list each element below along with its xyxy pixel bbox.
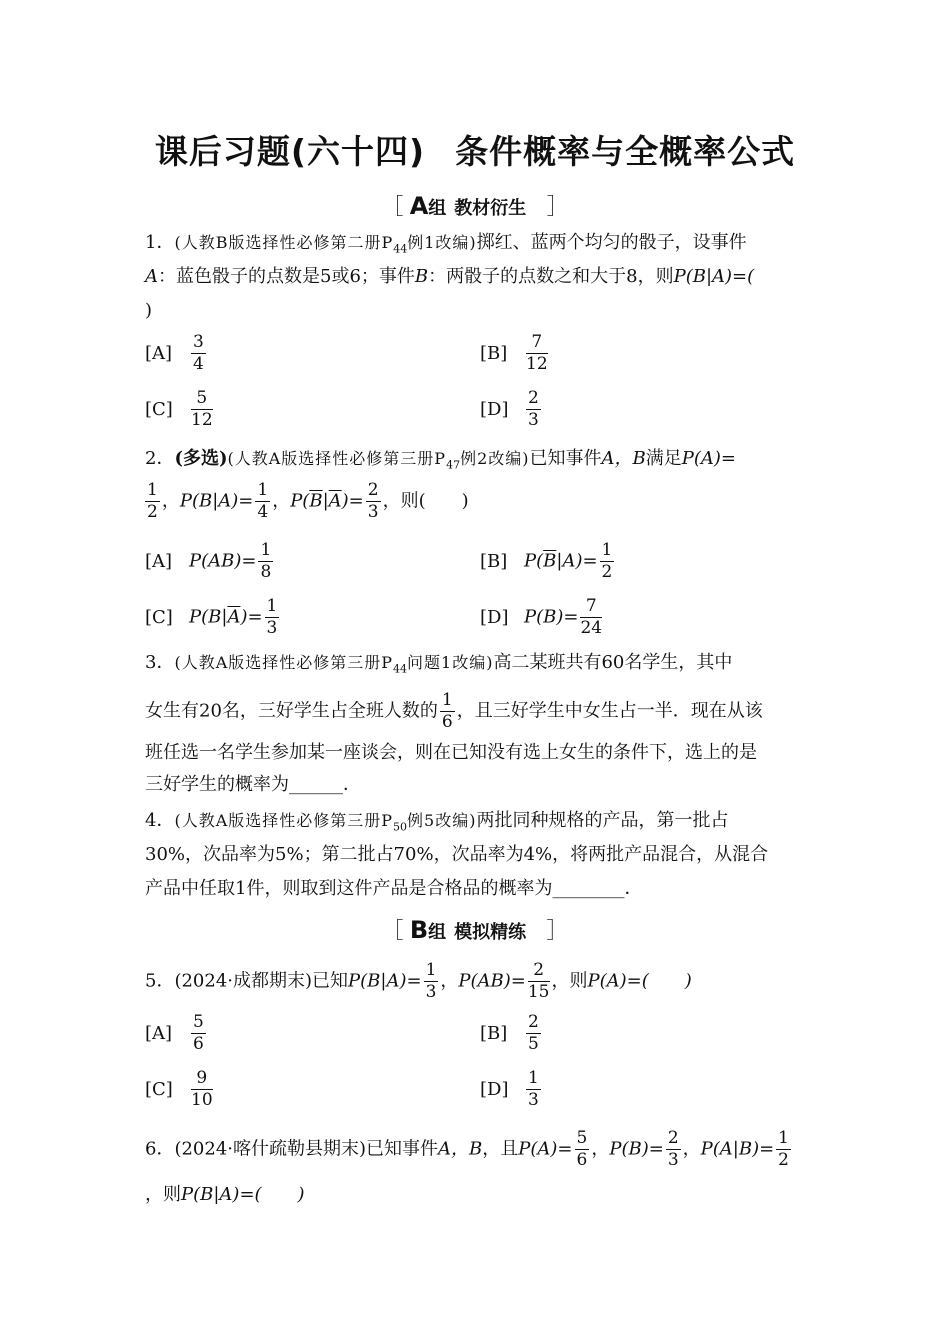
q2-option-a[interactable]: [A] P(AB)= $\frac{1}{8}$ bbox=[145, 540, 272, 582]
q3-line-4: 三好学生的概率为______． bbox=[145, 774, 361, 795]
q2-option-d[interactable]: [D] P(B)= $\frac{7}{24}$ bbox=[480, 596, 603, 638]
q1-option-d[interactable]: [D] $\frac{2}{3}$ bbox=[480, 388, 539, 430]
q1-line-1: 1．(人教B版选择性必修第二册$P_{44}$例1改编)掷红、蓝两个均匀的骰子，设事件 bbox=[145, 232, 747, 256]
q2-line-2: $\frac{1}{2}$ ，P(B|A)= $\frac{1}{4}$ ，$P(\overline{B}|\overline{A})=$ $\frac{2}{3}$ ，则( ) bbox=[147, 480, 469, 522]
q2-option-c[interactable]: [C] $P(B|\overline{A})=$ $\frac{1}{3}$ bbox=[145, 596, 278, 638]
group-a-label: 教材衍生 bbox=[454, 198, 527, 219]
group-a-header: ［ A组 教材衍生 ］ bbox=[381, 192, 569, 220]
q2-option-b[interactable]: [B] $P(\overline{B}|A)=$ $\frac{1}{2}$ bbox=[480, 540, 613, 582]
q6-line-1: 6．(2024·喀什疏勒县期末)已知事件A，B，且P(A)= $\frac{5}{6}$ ，P(B)= $\frac{2}{3}$ ，P(A|B)= $\frac{1}{2}$ bbox=[145, 1128, 789, 1170]
q4-line-3: 产品中任取1件，则取到这件产品是合格品的概率为________． bbox=[145, 878, 643, 899]
q5-line-1: 5．(2024·成都期末)已知P(B|A)= $\frac{1}{3}$ ，P(AB)= $\frac{2}{15}$ ，则P(A)=( ) bbox=[145, 960, 692, 1002]
q1-option-b[interactable]: [B] $\frac{7}{12}$ bbox=[480, 332, 548, 374]
group-b-header: ［ B组 模拟精练 ］ bbox=[381, 916, 569, 944]
q6-line-2: ，则P(B|A)=( ) bbox=[145, 1184, 305, 1205]
q3-line-3: 班任选一名学生参加某一座谈会，则在已知没有选上女生的条件下，选上的是 bbox=[145, 742, 757, 763]
q5-option-a[interactable]: [A] $\frac{5}{6}$ bbox=[145, 1012, 204, 1054]
q2-line-1: 2．(多选)(人教A版选择性必修第三册$P_{47}$例2改编)已知事件A，B满足P(A)= bbox=[145, 448, 736, 472]
q1-option-c[interactable]: [C] $\frac{5}{12}$ bbox=[145, 388, 213, 430]
q1-line-2: A：蓝色骰子的点数是5或6；事件B：两骰子的点数之和大于8，则P(B|A)=( bbox=[145, 266, 755, 287]
q5-option-b[interactable]: [B] $\frac{2}{5}$ bbox=[480, 1012, 539, 1054]
q3-line-2: 女生有20名，三好学生占全班人数的 $\frac{1}{6}$ ，且三好学生中女生占一半．现在从该 bbox=[145, 690, 763, 732]
q5-option-c[interactable]: [C] $\frac{9}{10}$ bbox=[145, 1068, 213, 1110]
page-title: 课后习题(六十四) 条件概率与全概率公式 bbox=[154, 132, 796, 171]
group-b-label: 模拟精练 bbox=[454, 922, 527, 943]
q4-line-1: 4．(人教A版选择性必修第三册$P_{50}$例5改编)两批同种规格的产品，第一批占 bbox=[145, 810, 729, 834]
group-a-letter: A bbox=[409, 192, 429, 220]
q4-line-2: 30%，次品率为5%；第二批占70%，次品率为4%，将两批产品混合，从混合 bbox=[145, 844, 769, 865]
group-b-letter: B bbox=[409, 916, 429, 944]
q1-line-3: ) bbox=[145, 300, 153, 321]
q5-option-d[interactable]: [D] $\frac{1}{3}$ bbox=[480, 1068, 539, 1110]
q3-line-1: 3．(人教A版选择性必修第三册$P_{44}$问题1改编)高二某班共有60名学生，其中 bbox=[145, 652, 733, 676]
q1-option-a[interactable]: [A] $\frac{3}{4}$ bbox=[145, 332, 204, 374]
